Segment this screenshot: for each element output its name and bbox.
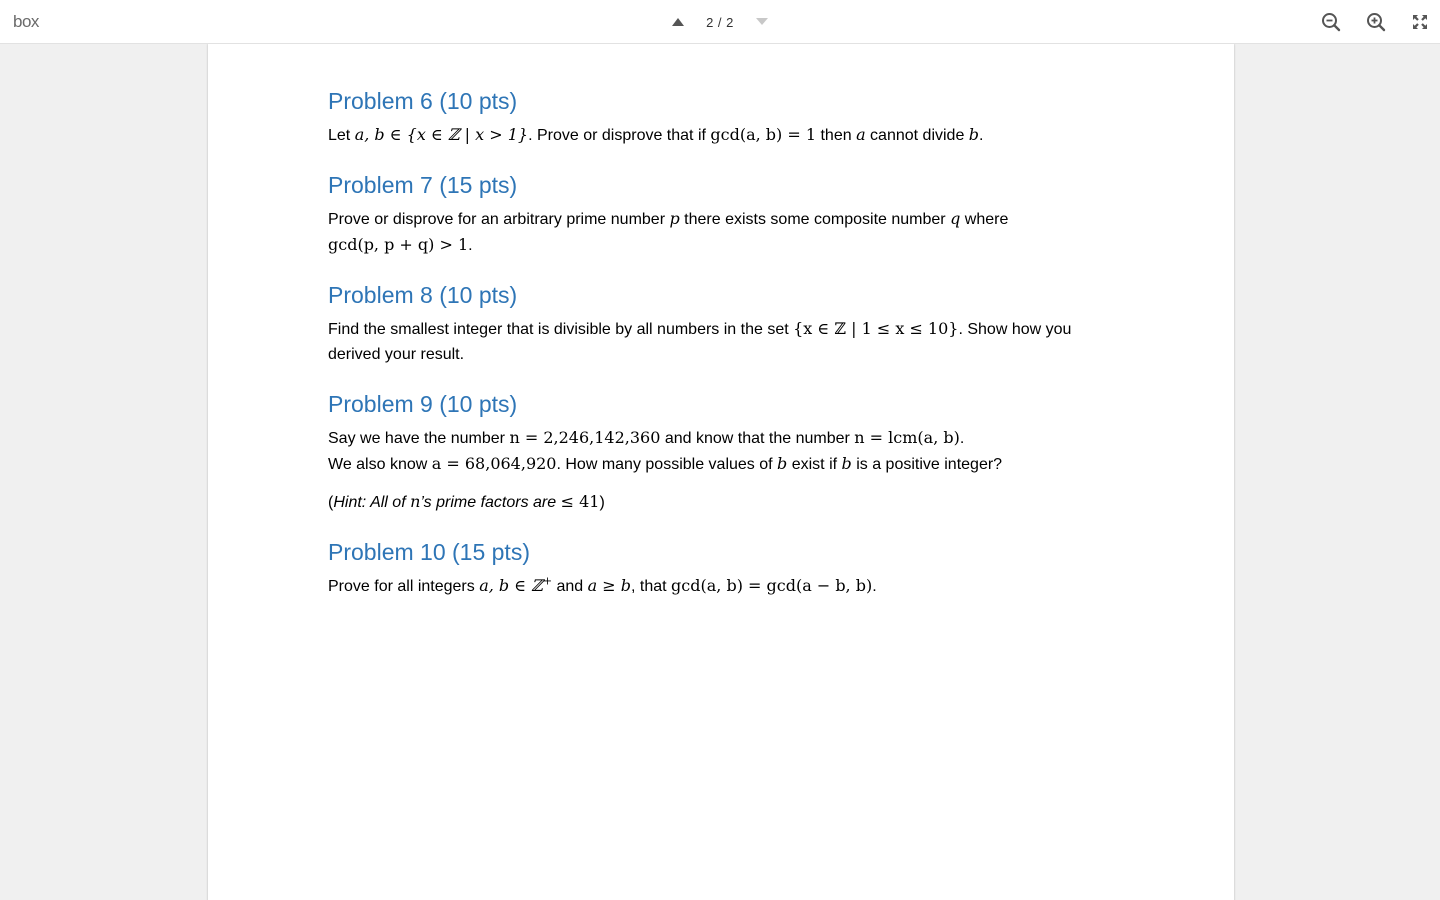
page-navigator: [664, 0, 776, 44]
text-run: .: [959, 430, 965, 447]
text-run: .: [979, 127, 984, 144]
math-expression: gcd(a, b) = 1: [710, 125, 817, 144]
superscript: +: [542, 574, 553, 588]
problem-9-title: Problem 9 (10 pts): [328, 391, 518, 417]
page-indicator[interactable]: 2 / 2: [706, 14, 734, 30]
triangle-down-icon: [756, 18, 768, 26]
problem-9-text: [328, 425, 1128, 477]
math-expression: b: [968, 125, 980, 144]
text-run: there exists some composite number: [679, 211, 951, 228]
math-expression: gcd(p, p + q) > 1: [328, 235, 469, 254]
zoom-in-button[interactable]: [1364, 10, 1388, 34]
text-run: . How many possible values of: [556, 456, 778, 473]
text-run: .: [468, 237, 473, 254]
problem-6-text: [328, 122, 1128, 148]
text-run: Prove or disprove for an arbitrary prime number: [328, 211, 670, 228]
problem-8: [328, 280, 1128, 367]
math-expression: a = 68,064,920: [431, 454, 557, 473]
text-run: (: [328, 494, 334, 511]
text-run: cannot divide: [865, 127, 969, 144]
math-expression: ≤ 41: [560, 492, 600, 511]
text-run: . Prove or disprove that if: [528, 127, 711, 144]
math-expression: b: [777, 454, 788, 473]
problem-10-text: [328, 573, 1128, 599]
zoom-in-icon: [1366, 12, 1386, 32]
text-run: . Show how you derived your result.: [328, 321, 1072, 363]
text-run: ): [599, 494, 605, 511]
zoom-out-button[interactable]: [1319, 10, 1343, 34]
problem-10-title: Problem 10 (15 pts): [328, 539, 530, 565]
box-logo[interactable]: box: [13, 12, 39, 31]
text-run: is a positive integer?: [851, 456, 1003, 473]
text-run: exist if: [787, 456, 842, 473]
document-viewer[interactable]: [0, 44, 1440, 900]
math-expression: a, b ∈ ℤ+: [479, 574, 553, 595]
math-expression: n: [410, 492, 421, 511]
problem-6-title: Problem 6 (10 pts): [328, 88, 518, 114]
math-expression: p: [669, 209, 680, 228]
fullscreen-icon: [1412, 14, 1428, 30]
text-run: Hint: All of: [333, 494, 411, 511]
math-expression: n = 2,246,142,360: [509, 428, 661, 447]
problem-9: [328, 389, 1128, 515]
zoom-out-icon: [1321, 12, 1341, 32]
text-run: Prove for all integers: [328, 578, 480, 595]
text-run: and know that the number: [660, 430, 855, 447]
math-expression: q: [950, 209, 961, 228]
text-run: , that: [631, 578, 672, 595]
math-expression: b: [841, 454, 852, 473]
problem-6: [328, 86, 1128, 148]
text-run: where: [960, 211, 1009, 228]
problem-10: [328, 537, 1128, 599]
text-run: Find the smallest integer that is divisible by all numbers in the set: [328, 321, 794, 338]
problem-8-title: Problem 8 (10 pts): [328, 282, 518, 308]
math-expression: n = lcm(a, b): [854, 428, 960, 447]
text-run: then: [816, 127, 857, 144]
math-expression: a, b ∈ {x ∈ ℤ | x > 1}: [354, 125, 529, 144]
problem-8-text: [328, 316, 1128, 367]
toolbar: [0, 0, 1440, 44]
triangle-up-icon: [672, 18, 684, 26]
text-run: .: [872, 578, 877, 595]
problem-9-hint: [328, 489, 1128, 515]
problem-7-title: Problem 7 (15 pts): [328, 172, 518, 198]
text-run: We also know: [328, 456, 432, 473]
math-expression: gcd(a, b) = gcd(a − b, b): [671, 576, 873, 595]
text-run: Say we have the number: [328, 430, 510, 447]
text-run: and: [552, 578, 588, 595]
document-page: [208, 44, 1234, 900]
problem-7: [328, 170, 1128, 258]
page-content: [328, 86, 1128, 621]
previous-page-button[interactable]: [664, 8, 692, 36]
math-expression: a: [856, 125, 866, 144]
problem-7-text: [328, 206, 1128, 258]
math-expression: {x ∈ ℤ | 1 ≤ x ≤ 10}: [793, 319, 959, 338]
text-run: Let: [328, 127, 355, 144]
text-run: ’s prime factors are: [420, 494, 561, 511]
fullscreen-button[interactable]: [1408, 10, 1432, 34]
next-page-button[interactable]: [748, 8, 776, 36]
math-expression: a ≥ b: [587, 576, 632, 595]
